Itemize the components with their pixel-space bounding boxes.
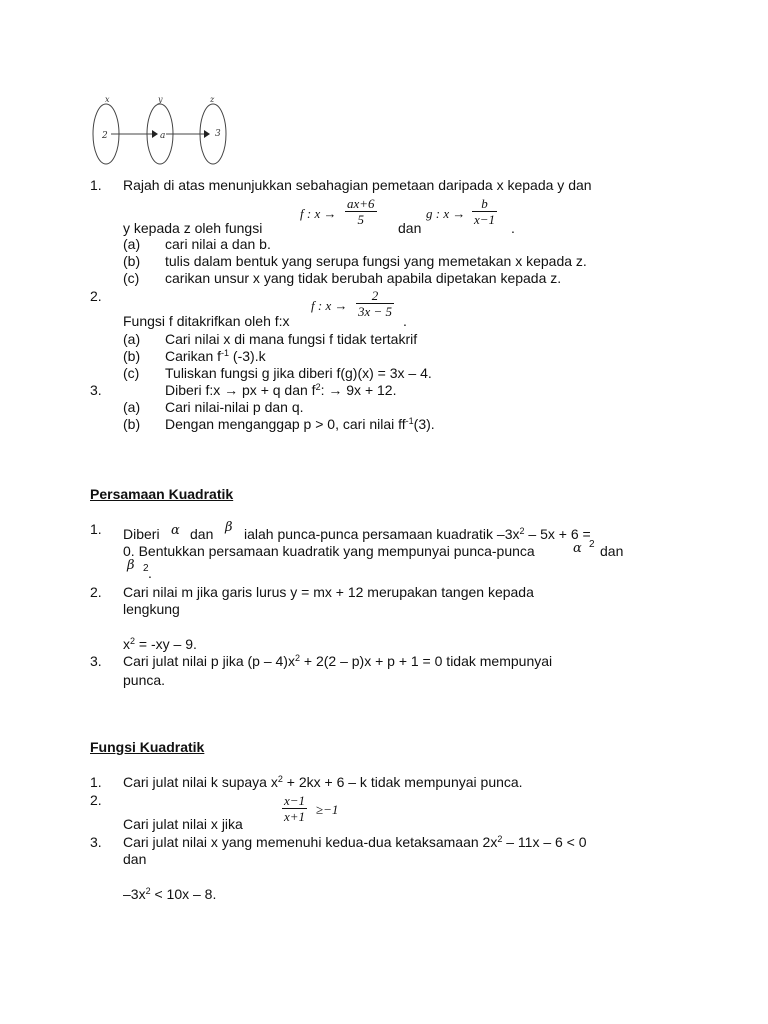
s3q2-number: 2. [90, 792, 102, 808]
s2q2-number: 2. [90, 584, 102, 600]
s2q3-line1 [123, 653, 552, 669]
q3-pre: Diberi f:x [165, 382, 221, 398]
beta-symbol: β [225, 520, 233, 535]
value-2: 2 [102, 131, 108, 141]
alpha-squared-exp: 2 [589, 539, 595, 550]
s2q1-dot: . [148, 565, 152, 581]
s2q2-eq-pre: x [123, 636, 130, 652]
s2q3-number: 3. [90, 653, 102, 669]
s3q2-text: Cari julat nilai x jika [123, 816, 243, 832]
heading-fungsi-kuadratik: Fungsi Kuadratik [90, 739, 205, 755]
s3q1-number: 1. [90, 774, 102, 790]
beta-squared-exp: 2 [143, 563, 149, 574]
s3q1-post: + 2kx + 6 – k tidak mempunyai punca. [282, 774, 523, 790]
set-label-x: x [105, 95, 110, 104]
s3q3-post: – 11x – 6 < 0 [502, 834, 587, 850]
arrowhead-y-to-z [204, 130, 210, 138]
q3-line1 [165, 382, 396, 398]
s2q1-post [244, 526, 591, 542]
q3-mid2: : [320, 382, 325, 398]
q1-f-denominator: 5 [345, 211, 377, 227]
q3b-label: (b) [123, 416, 141, 432]
q2a-label: (a) [123, 331, 141, 347]
s2q1-sup: 2 [519, 526, 525, 536]
q1c-label: (c) [123, 270, 140, 286]
s2q3-sup: 2 [294, 653, 300, 663]
q1c-text: carikan unsur x yang tidak berubah apabila dipetakan kepada z. [165, 270, 562, 286]
s3q3-eq-pre: –3x [123, 886, 146, 902]
q2b-sup: -1 [221, 348, 230, 358]
s3q1-pre: Cari julat nilai k supaya x [123, 774, 278, 790]
s3q1-sup: 2 [277, 774, 283, 784]
alpha-symbol: α [171, 523, 180, 538]
q2-f-lhs: f : x → [311, 298, 348, 313]
q1-dan: dan [398, 220, 422, 236]
q1-g-numerator: b [481, 196, 488, 211]
q2b-post: (-3).k [229, 348, 266, 364]
q2-f-denominator: 3x − 5 [358, 304, 393, 319]
value-a: a [160, 131, 166, 141]
s2q2-eq-sup: 2 [130, 636, 136, 646]
set-label-y: y [158, 95, 163, 104]
s3q2-denominator: x+1 [284, 809, 306, 824]
s3q3-number: 3. [90, 834, 102, 850]
q2a-text: Cari nilai x di mana fungsi f tidak tertakrif [165, 331, 418, 347]
q3-arrow1: → [224, 382, 239, 398]
q1b-label: (b) [123, 253, 141, 269]
q1-f-fraction [345, 196, 377, 227]
q2-f-fraction [356, 288, 394, 319]
s2q2-line2: lengkung [123, 601, 180, 617]
s3q3-eq-post: < 10x – 8. [150, 886, 217, 902]
q3-post: 9x + 12. [346, 382, 397, 398]
q1a-label: (a) [123, 236, 141, 252]
q1-g-denominator: x−1 [474, 212, 496, 227]
s3q3-line2: dan [123, 851, 147, 867]
s3q2-fraction [282, 793, 307, 824]
q3-arrow2: → [328, 382, 343, 398]
s3q2-numerator: x−1 [284, 793, 306, 808]
s2q1-line2-dan: dan [600, 543, 624, 559]
s2q1-dan: dan [190, 526, 214, 542]
q1-f-lhs: f : x → [300, 206, 337, 221]
value-3: 3 [215, 129, 221, 139]
q2-end: . [403, 313, 407, 329]
q2b-text [165, 348, 266, 364]
s2q3-line2: punca. [123, 672, 166, 688]
q3b-sup: -1 [405, 416, 414, 426]
q3-mid: px + q dan f [242, 382, 316, 398]
q1-end: . [511, 220, 515, 236]
q2c-text: Tuliskan fungsi g jika diberi f(g)(x) = 3x – 4. [165, 365, 432, 381]
s3q3-sup: 2 [497, 834, 503, 844]
arrowhead-x-to-y [152, 130, 158, 138]
s2q1-number: 1. [90, 521, 102, 537]
s3q3-pre: Cari julat nilai x yang memenuhi kedua-dua ketaksamaan 2x [123, 834, 498, 850]
alpha-squared-symbol: α [573, 541, 582, 556]
q3a-text: Cari nilai-nilai p dan q. [165, 399, 304, 415]
q3a-label: (a) [123, 399, 141, 415]
q1-f-numerator: ax+6 [347, 196, 375, 211]
s2q2-equation [123, 636, 197, 652]
heading-persamaan-kuadratik: Persamaan Kuadratik [90, 486, 234, 502]
s2q1-post2: – 5x + 6 = [524, 526, 591, 542]
s2q1-post-text: ialah punca-punca persamaan kuadratik –3x [244, 526, 520, 542]
q1b-text: tulis dalam bentuk yang serupa fungsi yang memetakan x kepada z. [165, 253, 587, 269]
q1-g-fraction [472, 196, 497, 227]
q3b-text [165, 416, 435, 432]
s2q1-line2: 0. Bentukkan persamaan kuadratik yang mempunyai punca-punca [123, 543, 535, 559]
q3-sup: 2 [315, 382, 321, 392]
q2-f-numerator: 2 [371, 288, 379, 303]
q2c-label: (c) [123, 365, 140, 381]
q1-line1: Rajah di atas menunjukkan sebahagian pemetaan daripada x kepada y dan [123, 177, 592, 193]
q1-line2: y kepada z oleh fungsi [123, 220, 263, 236]
q3b-pre: Dengan menganggap p > 0, cari nilai ff [165, 416, 406, 432]
q1-number: 1. [90, 177, 102, 193]
s2q1-pre: Diberi [123, 526, 160, 542]
s2q3-pre: Cari julat nilai p jika (p – 4)x [123, 653, 295, 669]
q3b-post: (3). [413, 416, 435, 432]
q2-line1: Fungsi f ditakrifkan oleh f:x [123, 313, 290, 329]
mapping-diagram [86, 92, 246, 172]
s2q2-line1: Cari nilai m jika garis lurus y = mx + 12 merupakan tangen kepada [123, 584, 534, 600]
s3q3-line1 [123, 834, 587, 850]
q2-number: 2. [90, 288, 102, 304]
q2b-pre: Carikan f [165, 348, 222, 364]
s3q2-rhs: ≥−1 [316, 802, 339, 817]
s2q2-eq-post: = -xy – 9. [135, 636, 197, 652]
beta-squared-symbol: β [127, 558, 135, 573]
s2q3-post: + 2(2 – p)x + p + 1 = 0 tidak mempunyai [299, 653, 553, 669]
s3q3-eq-sup: 2 [145, 886, 151, 896]
set-label-z: z [210, 95, 215, 104]
q1a-text: cari nilai a dan b. [165, 236, 271, 252]
s3q1-text [123, 774, 523, 790]
q2b-label: (b) [123, 348, 141, 364]
s3q3-inequality [123, 886, 216, 902]
q1-g-lhs: g : x → [426, 206, 466, 221]
q3-number: 3. [90, 382, 102, 398]
